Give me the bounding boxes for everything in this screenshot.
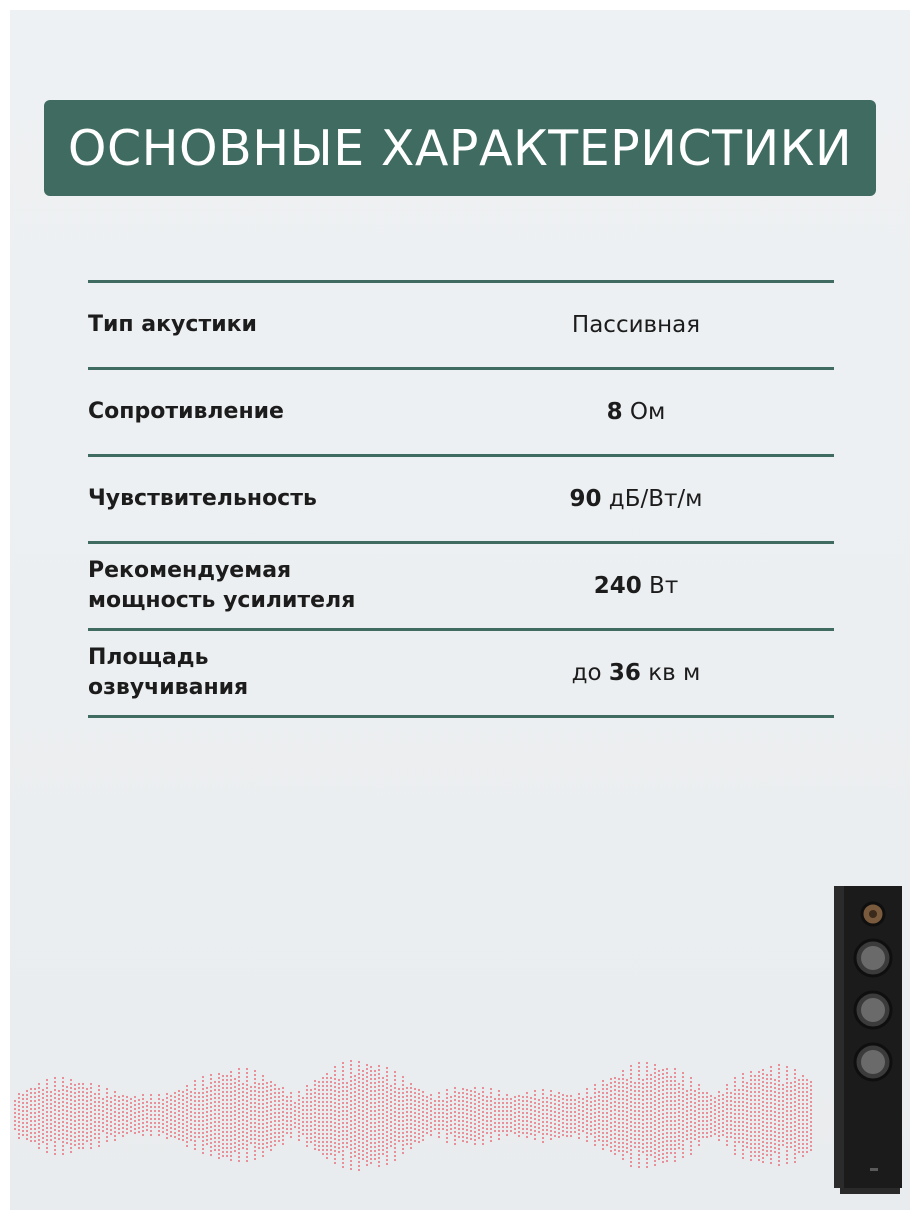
spec-table bbox=[88, 280, 834, 718]
spec-label: Чувствительность bbox=[88, 486, 317, 511]
spec-row bbox=[88, 283, 834, 367]
page-title: ОСНОВНЫЕ ХАРАКТЕРИСТИКИ bbox=[67, 119, 853, 177]
title-banner bbox=[44, 100, 876, 196]
spec-row bbox=[88, 631, 834, 715]
spec-label: Рекомендуемая мощность усилителя bbox=[88, 558, 356, 613]
spec-label: Площадь озвучивания bbox=[88, 645, 249, 700]
spec-value: до 36 кв м bbox=[571, 660, 701, 686]
soundwave-graphic bbox=[10, 1050, 910, 1180]
spec-label: Сопротивление bbox=[88, 399, 284, 424]
product-card bbox=[10, 10, 910, 1210]
spec-value: 8 Ом bbox=[606, 399, 666, 425]
divider bbox=[88, 715, 834, 718]
spec-row bbox=[88, 457, 834, 541]
floor-speaker-image bbox=[826, 886, 906, 1206]
spec-value: Пассивная bbox=[571, 312, 701, 338]
spec-value: 240 Вт bbox=[593, 573, 679, 599]
spec-row bbox=[88, 544, 834, 628]
spec-label: Тип акустики bbox=[88, 312, 257, 337]
spec-value: 90 дБ/Вт/м bbox=[569, 486, 703, 512]
spec-row bbox=[88, 370, 834, 454]
